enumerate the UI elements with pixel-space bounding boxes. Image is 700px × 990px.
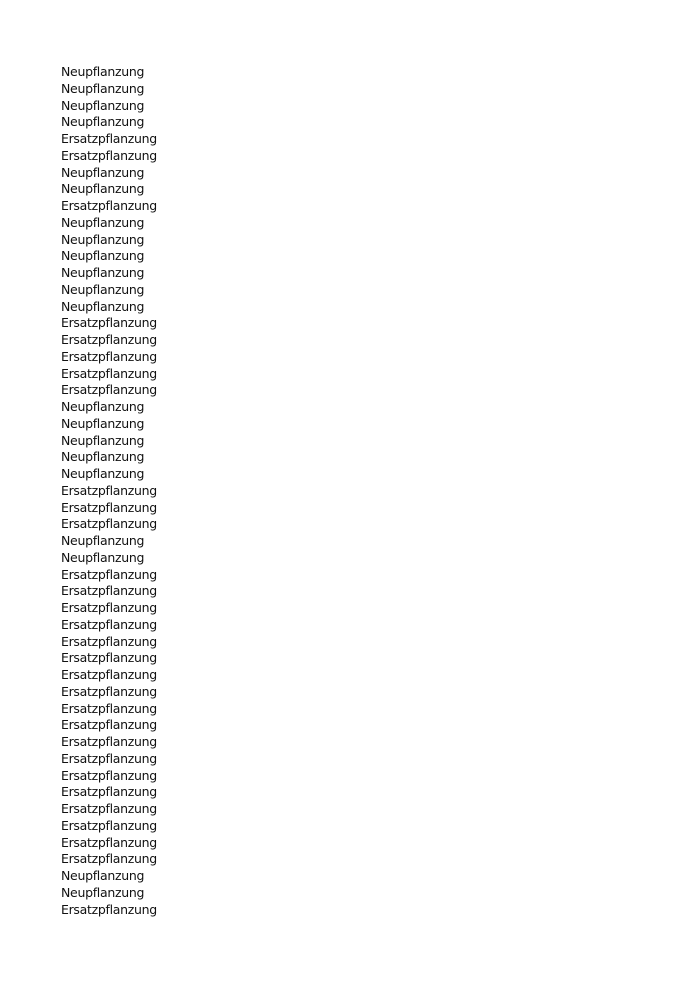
list-item: Ersatzpflanzung — [61, 348, 157, 364]
list-item: Ersatzpflanzung — [61, 583, 157, 599]
list-item: Ersatzpflanzung — [61, 784, 157, 800]
list-item: Ersatzpflanzung — [61, 382, 157, 398]
list-item: Ersatzpflanzung — [61, 315, 157, 331]
list-item: Ersatzpflanzung — [61, 851, 157, 867]
list-item: Ersatzpflanzung — [61, 332, 157, 347]
list-item: Neupflanzung — [61, 884, 145, 900]
list-item: Ersatzpflanzung — [61, 131, 157, 146]
list-item: Neupflanzung — [61, 868, 145, 883]
list-item: Ersatzpflanzung — [61, 767, 157, 783]
list-item: Ersatzpflanzung — [61, 901, 157, 917]
list-item: Ersatzpflanzung — [61, 683, 157, 699]
list-item: Ersatzpflanzung — [61, 717, 157, 733]
list-item: Ersatzpflanzung — [61, 650, 157, 666]
list-item: Ersatzpflanzung — [61, 365, 157, 381]
list-item: Ersatzpflanzung — [61, 566, 157, 582]
list-item: Neupflanzung — [61, 114, 145, 130]
list-item: Ersatzpflanzung — [61, 817, 157, 833]
list-item: Neupflanzung — [61, 181, 145, 197]
list-item: Ersatzpflanzung — [61, 147, 157, 163]
list-item: Ersatzpflanzung — [61, 700, 157, 716]
list-item: Neupflanzung — [61, 399, 145, 414]
list-item: Ersatzpflanzung — [61, 633, 157, 649]
list-item: Neupflanzung — [61, 97, 145, 113]
list-item: Neupflanzung — [61, 80, 145, 96]
list-item: Ersatzpflanzung — [61, 801, 157, 816]
list-item: Neupflanzung — [61, 281, 145, 297]
list-item: Ersatzpflanzung — [61, 750, 157, 766]
list-item: Neupflanzung — [61, 432, 145, 448]
list-item: Ersatzpflanzung — [61, 600, 157, 615]
list-item: Neupflanzung — [61, 265, 145, 280]
list-item: Ersatzpflanzung — [61, 499, 157, 515]
list-item: Neupflanzung — [61, 466, 145, 481]
list-item: Neupflanzung — [61, 164, 145, 180]
list-item: Neupflanzung — [61, 533, 145, 548]
list-item: Neupflanzung — [61, 449, 145, 465]
list-item: Neupflanzung — [61, 415, 145, 431]
list-item: Ersatzpflanzung — [61, 667, 157, 682]
list-item: Neupflanzung — [61, 64, 145, 79]
list-item: Ersatzpflanzung — [61, 516, 157, 532]
list-item: Neupflanzung — [61, 248, 145, 264]
list-item: Neupflanzung — [61, 231, 145, 247]
list-item: Ersatzpflanzung — [61, 734, 157, 749]
list-item: Ersatzpflanzung — [61, 616, 157, 632]
list-item: Ersatzpflanzung — [61, 834, 157, 850]
list-item: Neupflanzung — [61, 549, 145, 565]
list-item: Ersatzpflanzung — [61, 482, 157, 498]
entry-list — [61, 64, 157, 918]
list-item: Ersatzpflanzung — [61, 198, 157, 213]
list-item: Neupflanzung — [61, 214, 145, 230]
list-item: Neupflanzung — [61, 298, 145, 314]
